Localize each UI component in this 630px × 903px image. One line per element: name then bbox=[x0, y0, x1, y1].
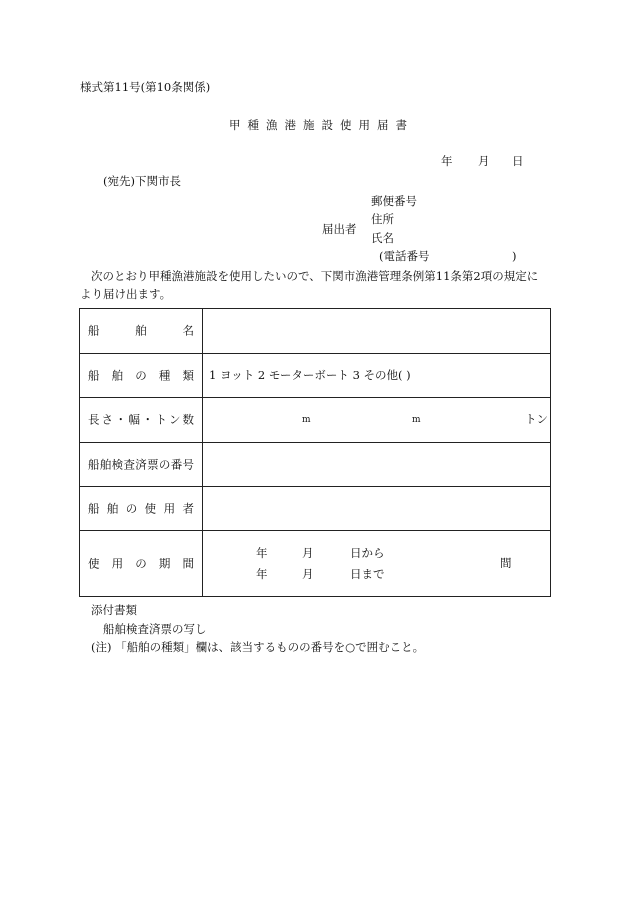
applicant-phone-close: ) bbox=[512, 249, 517, 263]
label-char: さ bbox=[101, 412, 113, 427]
vessel-user-label bbox=[88, 500, 194, 515]
label-char: の bbox=[135, 367, 147, 382]
table-row-vessel-name bbox=[80, 309, 550, 354]
attached-document-item: 船舶検査済票の写し bbox=[103, 622, 207, 636]
vessel-name-label bbox=[88, 325, 194, 337]
usage-period-label bbox=[88, 555, 194, 570]
table-row-vessel-user bbox=[80, 487, 550, 531]
period-to-month: 月 bbox=[302, 567, 314, 581]
label-char: 間 bbox=[182, 555, 194, 570]
label-char: 名 bbox=[182, 323, 194, 338]
tonnage-unit: トン bbox=[525, 412, 548, 426]
label-char: 数 bbox=[182, 412, 194, 427]
applicant-name-label: 氏名 bbox=[371, 231, 394, 245]
period-from-year: 年 bbox=[256, 546, 268, 560]
applicant-phone-label: (電話番号 bbox=[379, 249, 430, 263]
intro-text-line-2: より届け出ます。 bbox=[80, 287, 172, 301]
date-day-label: 日 bbox=[512, 154, 524, 168]
label-char: の bbox=[125, 500, 138, 515]
notification-table bbox=[79, 308, 551, 597]
table-header-cell bbox=[80, 487, 203, 530]
label-char: 用 bbox=[111, 555, 124, 570]
label-char: 検 bbox=[111, 456, 124, 471]
label-char: 船 bbox=[88, 500, 100, 515]
table-header-cell bbox=[80, 354, 203, 397]
table-row-vessel-type bbox=[80, 354, 550, 398]
dimensions-label bbox=[88, 414, 194, 426]
period-to-day: 日まで bbox=[350, 567, 385, 581]
date-month-label: 月 bbox=[478, 154, 490, 168]
table-header-cell bbox=[80, 531, 203, 596]
label-char: 舶 bbox=[106, 500, 119, 515]
label-char: 票 bbox=[147, 456, 159, 471]
table-row-inspection-number bbox=[80, 443, 550, 487]
table-header-cell bbox=[80, 443, 203, 486]
label-char: 用 bbox=[163, 500, 176, 515]
label-char: 長 bbox=[88, 412, 100, 427]
label-char: 番 bbox=[170, 456, 183, 471]
vessel-type-options: 1 ヨット 2 モーターボート 3 その他( ) bbox=[209, 368, 411, 382]
table-row-usage-period bbox=[80, 531, 550, 596]
label-char: 舶 bbox=[99, 456, 112, 471]
table-header-cell bbox=[80, 398, 203, 442]
width-unit: m bbox=[412, 415, 421, 425]
label-char: ン bbox=[169, 412, 181, 427]
applicant-label: 届出者 bbox=[322, 222, 357, 236]
addressee: (宛先)下関市長 bbox=[103, 174, 181, 188]
label-char: 済 bbox=[135, 456, 147, 471]
label-char: の bbox=[158, 456, 171, 471]
form-number: 様式第11号(第10条関係) bbox=[80, 80, 211, 94]
table-row-dimensions bbox=[80, 398, 550, 443]
period-to-year: 年 bbox=[256, 567, 268, 581]
label-char: 船 bbox=[88, 367, 100, 382]
date-year-label: 年 bbox=[441, 154, 453, 168]
document-title: 甲種漁港施設使用届書 bbox=[229, 118, 414, 132]
period-from-day: 日から bbox=[350, 546, 385, 560]
attached-documents-title: 添付書類 bbox=[91, 603, 137, 617]
applicant-address-label: 住所 bbox=[371, 212, 394, 226]
label-char: ・ bbox=[115, 412, 127, 427]
label-char: 舶 bbox=[135, 323, 147, 338]
label-char: 査 bbox=[123, 456, 135, 471]
label-char: 船 bbox=[88, 323, 100, 338]
label-char: 使 bbox=[144, 500, 157, 515]
inspection-number-label bbox=[88, 456, 194, 471]
intro-text-line-1: 次のとおり甲種漁港施設を使用したいので、下関市漁港管理条例第11条第2項の規定に bbox=[91, 269, 539, 283]
label-char: 使 bbox=[88, 555, 100, 570]
label-char: の bbox=[135, 555, 147, 570]
footnote: (注) 「船舶の種類」欄は、該当するものの番号を○で囲むこと。 bbox=[91, 640, 425, 654]
label-char: 者 bbox=[182, 500, 194, 515]
label-char: 幅 bbox=[128, 412, 140, 427]
period-from-month: 月 bbox=[302, 546, 314, 560]
label-char: 船 bbox=[88, 456, 100, 471]
label-char: 舶 bbox=[111, 367, 124, 382]
label-char: ト bbox=[155, 412, 167, 427]
label-char: 期 bbox=[158, 555, 171, 570]
label-char: 種 bbox=[158, 367, 171, 382]
table-header-cell bbox=[80, 309, 203, 353]
applicant-postal-label: 郵便番号 bbox=[371, 194, 417, 208]
label-char: 号 bbox=[182, 456, 194, 471]
length-unit: m bbox=[302, 415, 311, 425]
period-duration-label: 間 bbox=[500, 556, 512, 570]
label-char: ・ bbox=[142, 412, 154, 427]
vessel-type-label bbox=[88, 367, 194, 382]
label-char: 類 bbox=[182, 367, 194, 382]
